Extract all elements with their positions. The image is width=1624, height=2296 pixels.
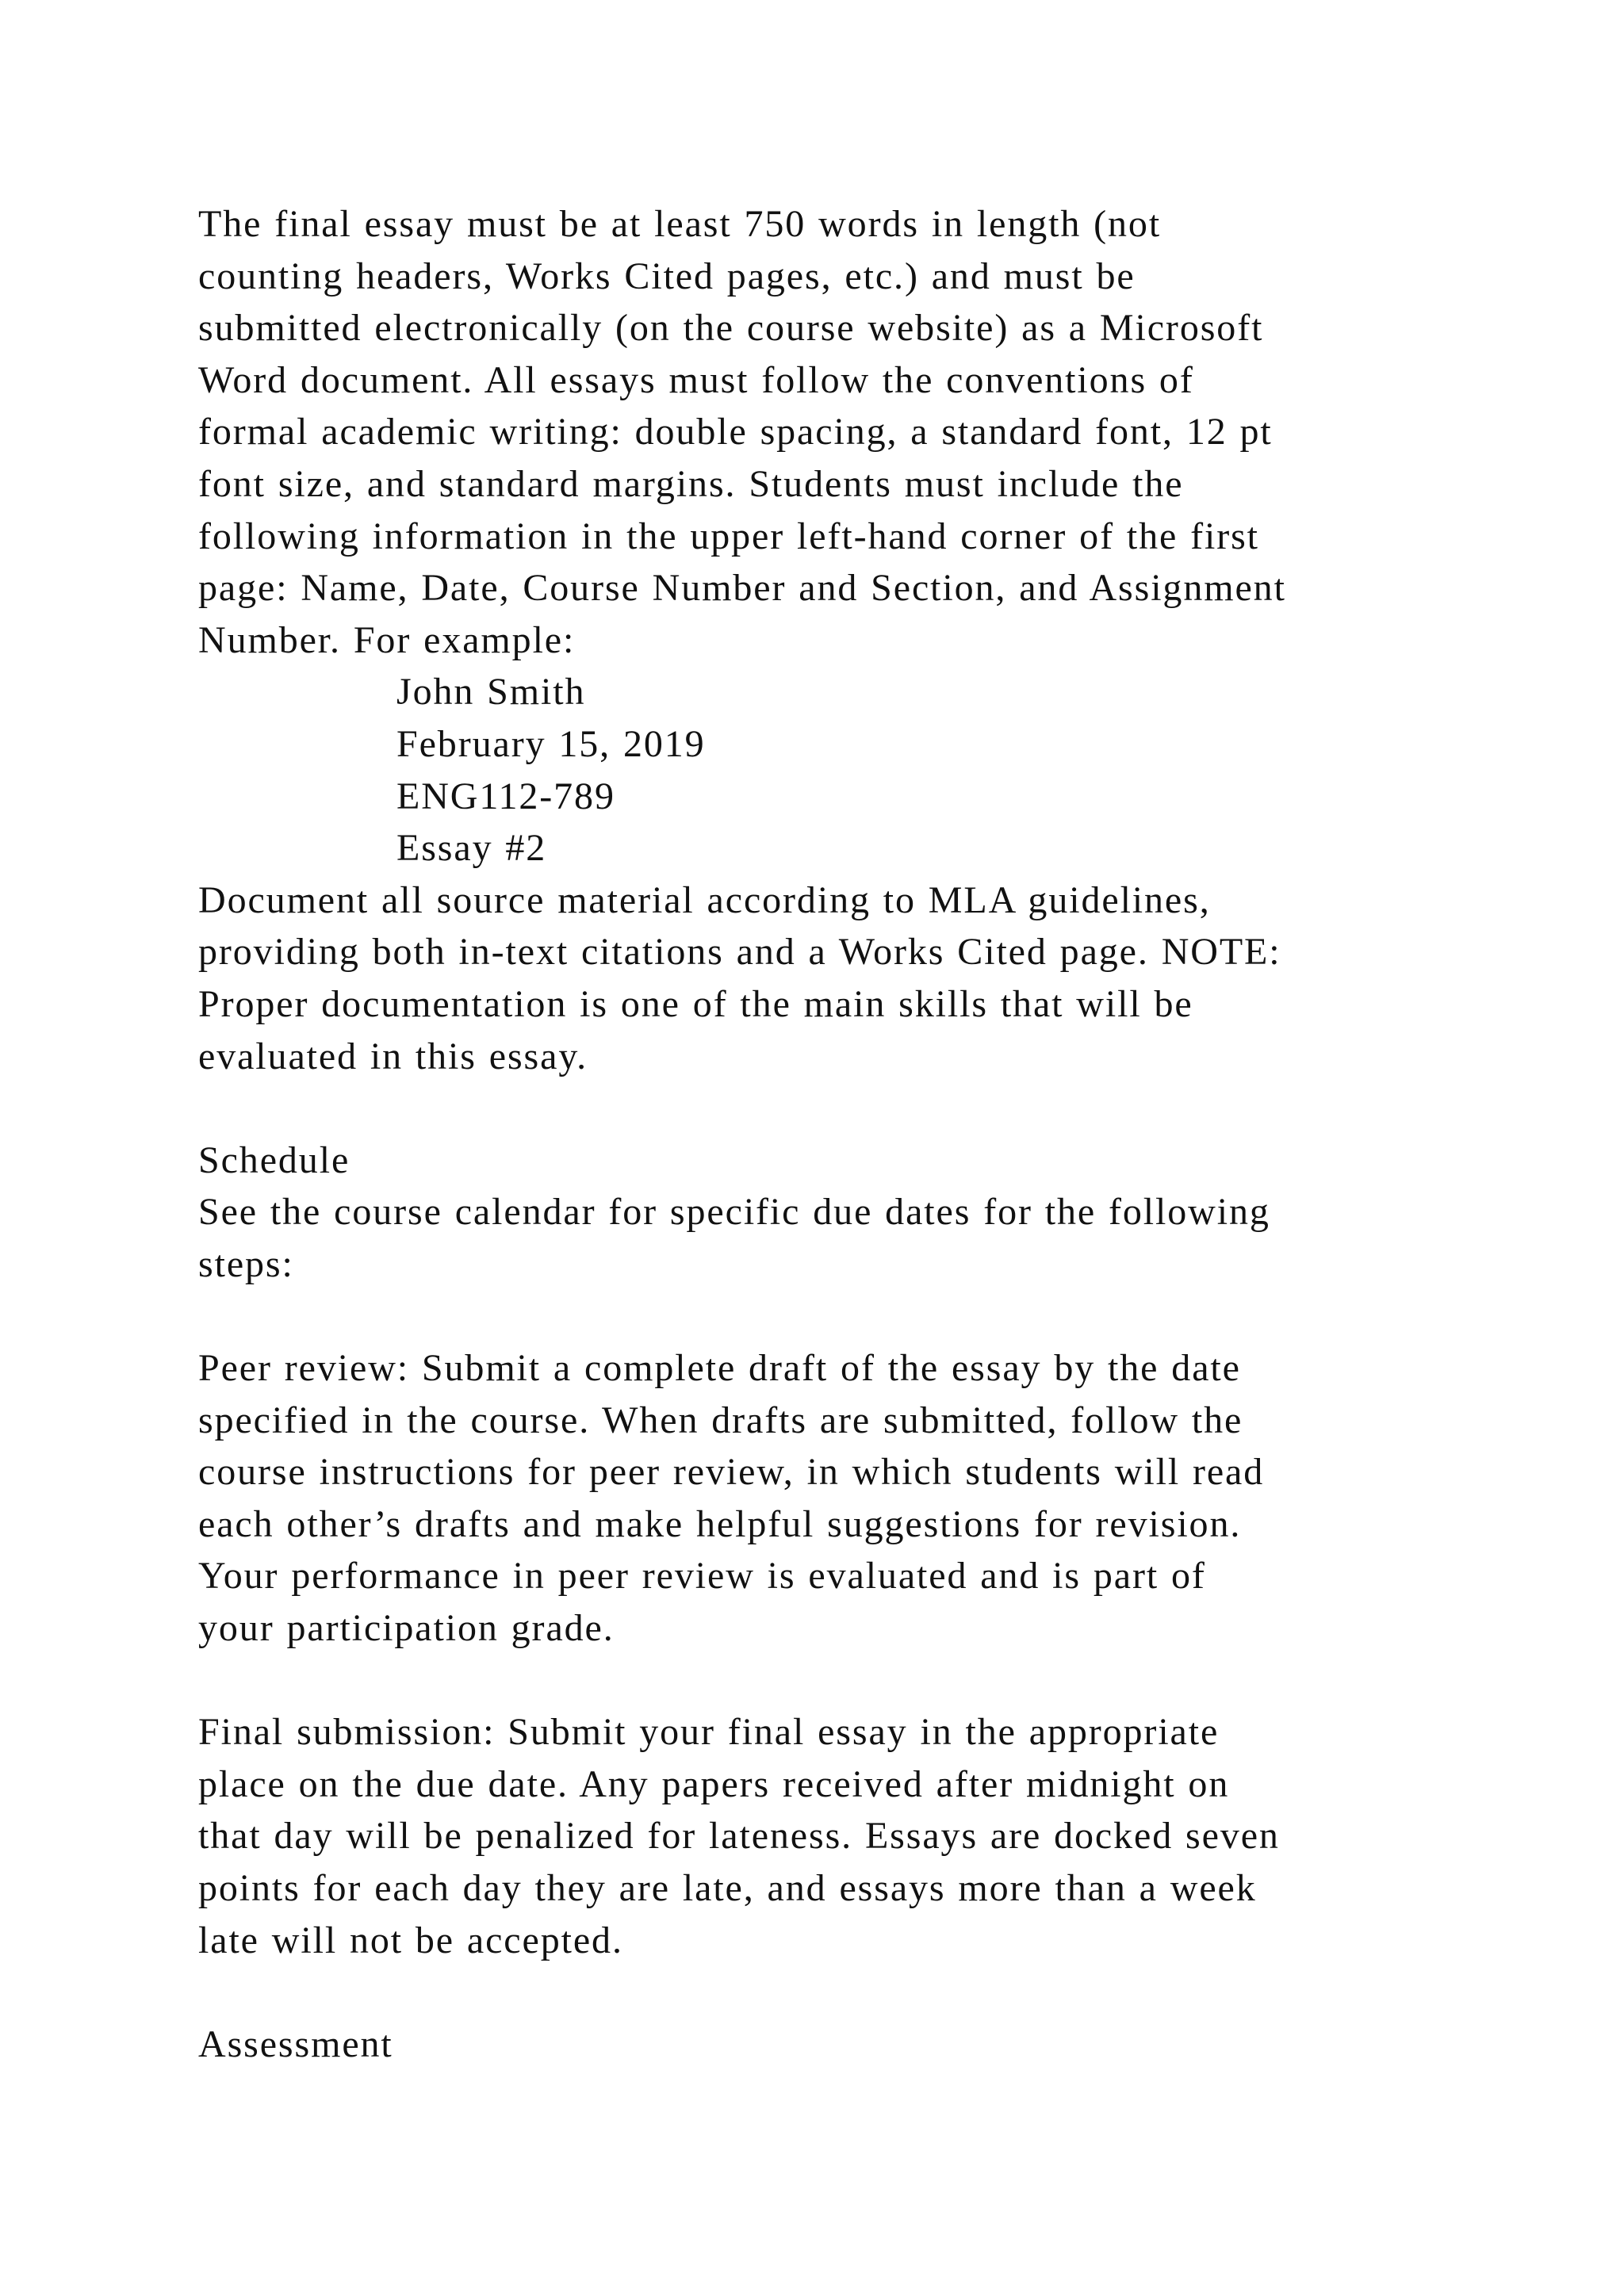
blank-line <box>198 1655 1507 1707</box>
example-course: ENG112-789 <box>396 775 615 817</box>
text-line: formal academic writing: double spacing, a standard font, 12 pt <box>198 411 1273 453</box>
blank-line <box>198 1290 1507 1342</box>
blank-line <box>198 1966 1507 2019</box>
assessment-heading: Assessment <box>198 2022 393 2065</box>
example-header-block <box>198 666 1507 874</box>
text-line: Word document. All essays must follow the conventions of <box>198 358 1194 401</box>
text-line: Document all source material according to MLA guidelines, <box>198 878 1211 921</box>
text-line: The final essay must be at least 750 words in length (not <box>198 203 1162 245</box>
text-line: place on the due date. Any papers received after midnight on <box>198 1762 1230 1805</box>
text-line: Final submission: Submit your final essay in the appropriate <box>198 1711 1220 1754</box>
text-line: that day will be penalized for lateness. Essays are docked seven <box>198 1815 1280 1858</box>
final-submission-paragraph <box>198 1706 1507 1966</box>
text-line: See the course calendar for specific due dates for the following <box>198 1191 1270 1234</box>
text-line: font size, and standard margins. Students must include the <box>198 462 1184 505</box>
text-line: your participation grade. <box>198 1607 615 1650</box>
text-line: Peer review: Submit a complete draft of the essay by the date <box>198 1347 1241 1390</box>
text-line: Number. For example: <box>198 618 576 661</box>
text-line: page: Name, Date, Course Number and Section, and Assignment <box>198 567 1286 610</box>
document-body <box>198 198 1507 2070</box>
text-line: submitted electronically (on the course website) as a Microsoft <box>198 307 1264 350</box>
text-line: following information in the upper left-hand corner of the first <box>198 515 1259 557</box>
peer-review-paragraph <box>198 1342 1507 1655</box>
example-name: John Smith <box>396 671 586 714</box>
requirements-paragraph <box>198 198 1507 666</box>
text-line: providing both in-text citations and a Works Cited page. NOTE: <box>198 931 1281 974</box>
example-date: February 15, 2019 <box>396 722 706 765</box>
example-assignment: Essay #2 <box>396 827 547 870</box>
text-line: Proper documentation is one of the main skills that will be <box>198 982 1193 1025</box>
text-line: late will not be accepted. <box>198 1919 623 1961</box>
text-line: points for each day they are late, and essays more than a week <box>198 1867 1257 1909</box>
documentation-paragraph <box>198 874 1507 1082</box>
text-line: counting headers, Works Cited pages, etc.) and must be <box>198 254 1136 297</box>
text-line: evaluated in this essay. <box>198 1035 588 1077</box>
blank-line <box>198 1082 1507 1135</box>
text-line: each other’s drafts and make helpful suggestions for revision. <box>198 1502 1242 1545</box>
schedule-intro-paragraph <box>198 1186 1507 1290</box>
text-line: Your performance in peer review is evaluated and is part of <box>198 1555 1206 1598</box>
text-line: course instructions for peer review, in which students will read <box>198 1451 1265 1494</box>
schedule-heading: Schedule <box>198 1138 350 1181</box>
text-line: steps: <box>198 1242 294 1285</box>
text-line: specified in the course. When drafts are submitted, follow the <box>198 1399 1243 1441</box>
